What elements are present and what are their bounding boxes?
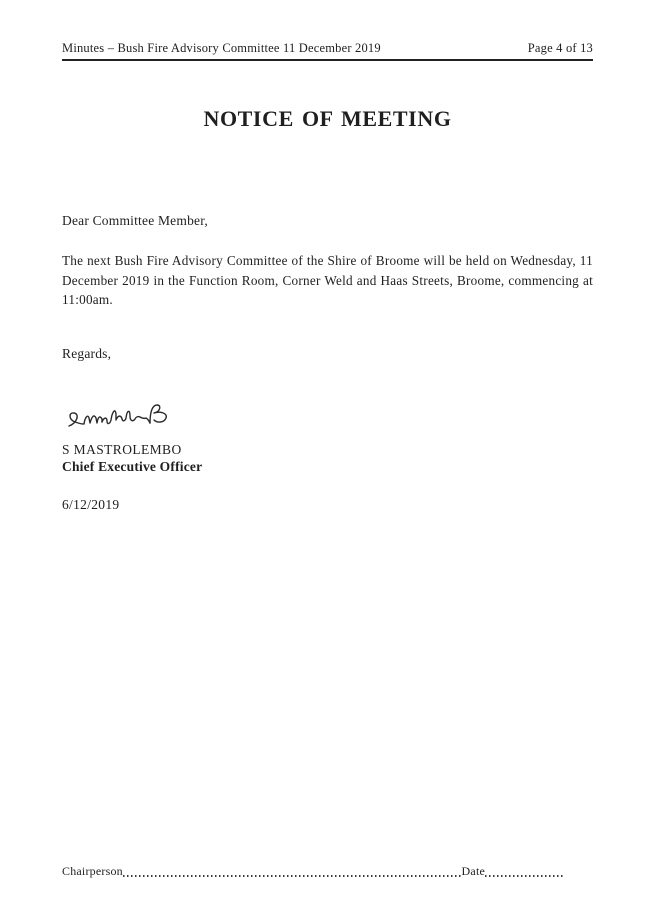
signatory-name: S MASTROLEMBO: [62, 441, 182, 457]
salutation-line: Dear Committee Member,: [62, 213, 208, 228]
signature-block: [62, 401, 593, 513]
closing-line: Regards,: [62, 345, 112, 361]
header-document-title: Minutes – Bush Fire Advisory Committee 11 December 2019: [62, 41, 381, 55]
header-page-number: Page 4 of 13: [527, 41, 593, 55]
page-footer: [62, 864, 563, 879]
notice-title: NOTICE OF MEETING: [203, 106, 452, 131]
meeting-details-paragraph: The next Bush Fire Advisory Committee of the Shire of Broome will be held on Wednesday, 11 December 2019 in the Function Room, Corner Weld and Haas Streets, Broome, commencing at 11:00am.: [62, 253, 593, 308]
page-header: [62, 0, 593, 61]
chairperson-label: Chairperson: [62, 864, 123, 878]
date-label: Date: [461, 864, 485, 878]
signature-date: 6/12/2019: [62, 496, 120, 512]
date-signature-line: [485, 875, 563, 877]
chairperson-signature-line: [123, 875, 462, 877]
handwritten-signature-icon: [64, 401, 179, 441]
signatory-role: Chief Executive Officer: [62, 458, 203, 474]
